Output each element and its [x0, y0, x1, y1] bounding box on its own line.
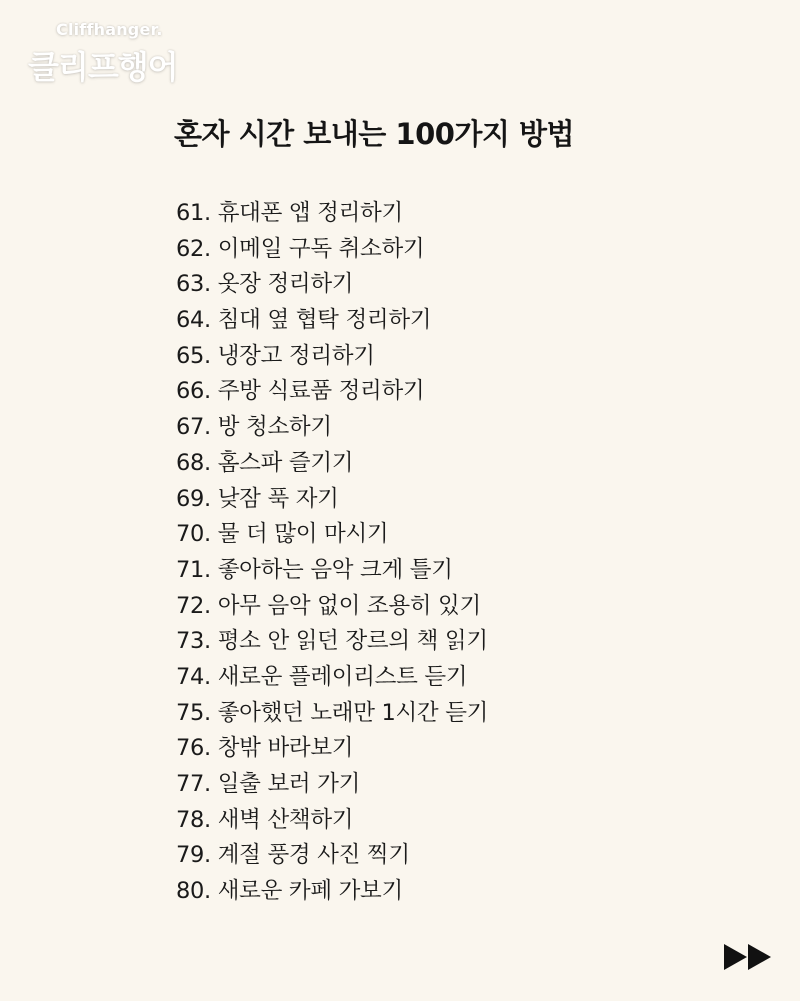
- double-triangle-right-icon: [722, 942, 774, 972]
- list-item: 65. 냉장고 정리하기: [176, 342, 375, 369]
- tips-list: [176, 196, 488, 910]
- list-item: 62. 이메일 구독 취소하기: [176, 235, 425, 262]
- list-item: 75. 좋아했던 노래만 1시간 듣기: [176, 699, 489, 726]
- list-item: 61. 휴대폰 앱 정리하기: [176, 200, 403, 226]
- list-item: 74. 새로운 플레이리스트 듣기: [176, 663, 468, 690]
- list-item: 63. 옷장 정리하기: [176, 271, 354, 298]
- list-item: 76. 창밖 바라보기: [176, 735, 354, 762]
- list-item: 66. 주방 식료품 정리하기: [176, 378, 425, 405]
- list-item: 80. 새로운 카페 가보기: [176, 878, 403, 905]
- page-title: 혼자 시간 보내는 100가지 방법: [174, 117, 575, 151]
- list-item: 68. 홈스파 즐기기: [176, 449, 354, 476]
- list-item: 69. 낮잠 푹 자기: [176, 485, 339, 512]
- list-item: 78. 새벽 산책하기: [176, 806, 354, 833]
- brand-logo-korean: 클리프행어: [28, 48, 178, 86]
- list-item: 73. 평소 안 읽던 장르의 책 읽기: [176, 628, 488, 655]
- list-item: 71. 좋아하는 음악 크게 틀기: [176, 556, 453, 583]
- list-item: 72. 아무 음악 없이 조용히 있기: [176, 592, 481, 619]
- list-item: 77. 일출 보러 가기: [176, 771, 361, 797]
- list-item: 79. 계절 풍경 사진 찍기: [176, 842, 410, 869]
- list-item: 64. 침대 옆 협탁 정리하기: [176, 307, 432, 334]
- list-item: 70. 물 더 많이 마시기: [176, 521, 389, 548]
- brand-logo-english: Cliffhanger.: [56, 20, 163, 39]
- next-page-button[interactable]: [722, 942, 774, 972]
- brand-logo: [28, 20, 178, 90]
- list-item: 67. 방 청소하기: [176, 414, 332, 441]
